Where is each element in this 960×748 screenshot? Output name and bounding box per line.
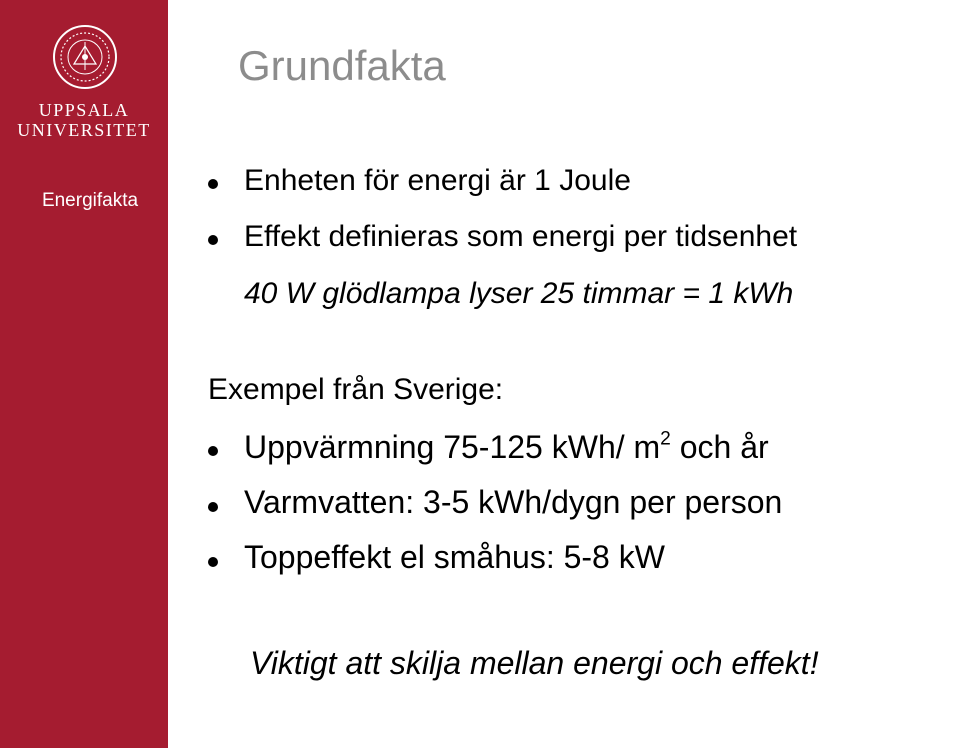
university-seal-icon	[52, 24, 118, 90]
section-label: Energifakta	[41, 190, 139, 211]
example-line: 40 W glödlampa lyser 25 timmar = 1 kWh	[244, 277, 794, 310]
bullet-dot	[208, 446, 218, 456]
bullet-power-definition: Effekt definieras som energi per tidsenhet	[244, 220, 798, 253]
bullet-energy-unit: Enheten för energi är 1 Joule	[244, 164, 631, 197]
university-name-line1: UPPSALA	[38, 100, 130, 120]
sidebar	[0, 0, 168, 748]
bullet-peak-power: Toppeffekt el småhus: 5-8 kW	[244, 539, 665, 575]
heating-suffix: och år	[670, 429, 769, 465]
sweden-heading: Exempel från Sverige:	[208, 373, 504, 406]
bullet-hot-water: Varmvatten: 3-5 kWh/dygn per person	[244, 484, 783, 520]
bullet-heating	[244, 429, 769, 466]
heating-superscript: 2	[660, 428, 671, 450]
heating-prefix: Uppvärmning 75-125 kWh/ m	[244, 429, 661, 465]
bullet-dot	[208, 179, 218, 189]
bullet-dot	[208, 502, 218, 512]
bullet-dot	[208, 557, 218, 567]
slide-title: Grundfakta	[238, 42, 446, 89]
conclusion: Viktigt att skilja mellan energi och effekt!	[250, 645, 819, 681]
bullet-dot	[208, 235, 218, 245]
university-name-line2: UNIVERSITET	[17, 120, 151, 140]
